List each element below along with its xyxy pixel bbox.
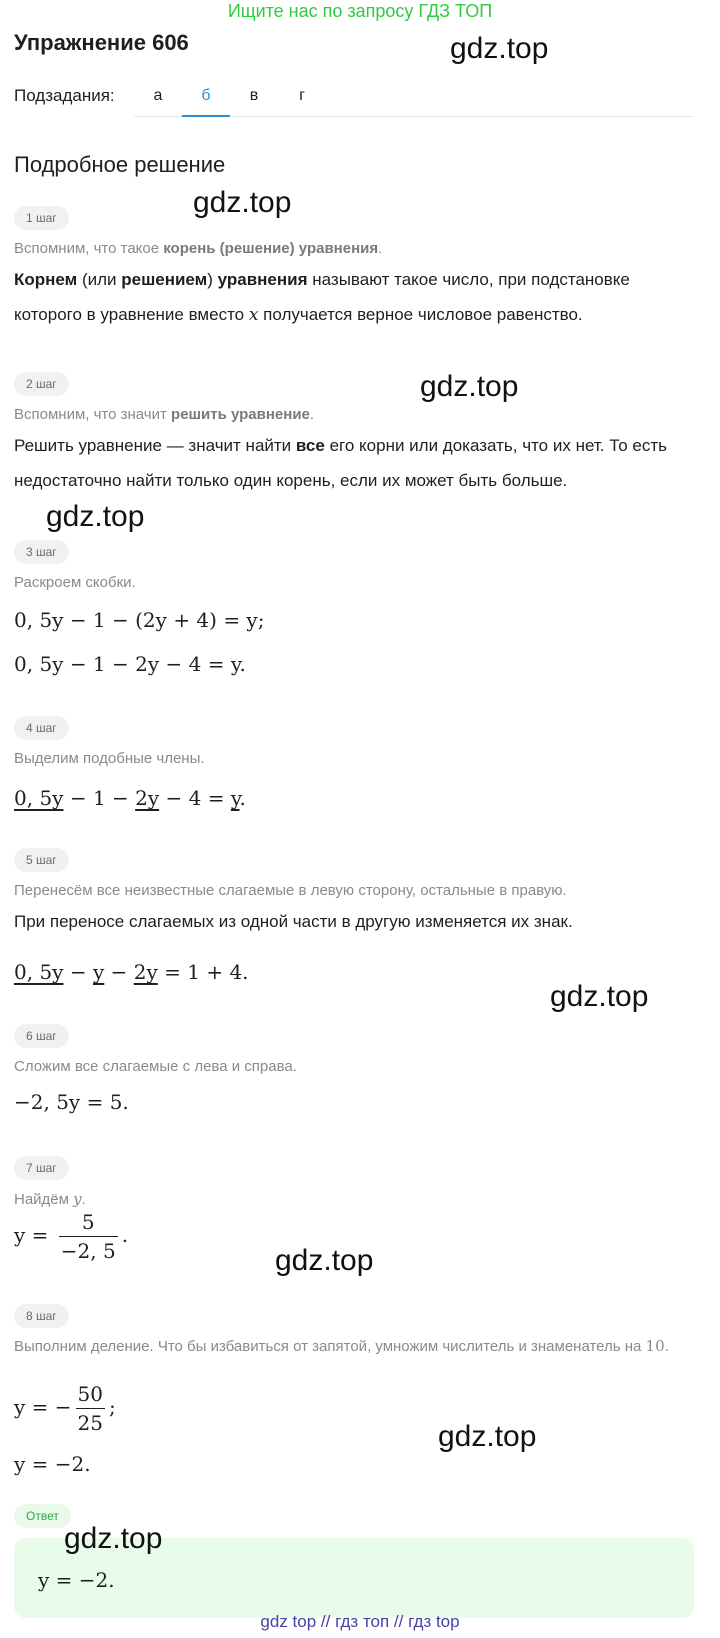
step-hint bbox=[14, 240, 382, 257]
like-term: y bbox=[230, 786, 240, 810]
step-hint: Раскроем скобки. bbox=[14, 574, 136, 591]
text: Решить уравнение — значит найти bbox=[14, 436, 296, 455]
text: называют такое число, при подстановке которого в уравнение вместо bbox=[14, 270, 630, 324]
hint-text: Вспомним, что такое bbox=[14, 240, 164, 257]
like-term: 0, 5y bbox=[14, 786, 64, 810]
top-banner[interactable]: Ищите нас по запросу ГДЗ ТОП bbox=[227, 1, 493, 21]
equation bbox=[14, 1382, 116, 1435]
eq-part: − 4 = bbox=[159, 786, 231, 810]
subtasks-label: Подзадания: bbox=[14, 86, 115, 105]
equation: 0, 5y − 1 − 2y − 4 = y. bbox=[14, 652, 246, 676]
hint-text: . bbox=[664, 1338, 669, 1355]
bold-term: все bbox=[295, 436, 325, 455]
footer-links[interactable]: gdz top // гдз топ // гдз top bbox=[260, 1612, 460, 1631]
like-term: 2y bbox=[135, 786, 160, 810]
watermark: gdz.top bbox=[193, 186, 292, 219]
step-hint: Перенесём все неизвестные слагаемые в левую сторону, остальные в правую. bbox=[14, 882, 567, 899]
equation: −2, 5y = 5. bbox=[14, 1090, 129, 1114]
text: его корни или доказать, что их нет. То есть недостаточно найти только один корень, если их может быть больше. bbox=[14, 436, 668, 490]
eq-part: y = − bbox=[14, 1395, 72, 1419]
step-hint bbox=[14, 1336, 694, 1357]
subtask-tab-g[interactable]: г bbox=[299, 87, 305, 104]
subtask-tabs bbox=[134, 76, 694, 117]
step-badge: 2 шаг bbox=[14, 372, 69, 396]
hint-text: . bbox=[81, 1191, 86, 1208]
watermark: gdz.top bbox=[438, 1420, 537, 1453]
page-title: Упражнение 606 bbox=[14, 30, 189, 55]
eq-part: − bbox=[104, 960, 134, 984]
like-term: 0, 5y bbox=[14, 960, 64, 984]
hint-text: Вспомним, что значит bbox=[14, 406, 172, 423]
step-badge: 6 шаг bbox=[14, 1024, 69, 1048]
eq-part: − 1 − bbox=[63, 786, 136, 810]
step-text bbox=[14, 428, 694, 498]
subtask-tab-v[interactable]: в bbox=[249, 87, 259, 104]
like-term: 2y bbox=[133, 960, 158, 984]
hint-number: 10 bbox=[645, 1337, 665, 1355]
step-badge: 4 шаг bbox=[14, 716, 69, 740]
step-hint bbox=[14, 406, 314, 423]
text: получается верное числовое равенство. bbox=[258, 305, 583, 324]
answer-equation: y = −2. bbox=[38, 1568, 115, 1592]
step-badge: 8 шаг bbox=[14, 1304, 69, 1328]
watermark: gdz.top bbox=[46, 500, 145, 533]
like-term: y bbox=[92, 960, 105, 984]
section-title: Подробное решение bbox=[14, 152, 226, 177]
hint-text: Выполним деление. Что бы избавиться от запятой, умножим числитель и знаменатель на bbox=[14, 1338, 646, 1355]
bold-term: уравнения bbox=[217, 270, 308, 289]
equation: y = −2. bbox=[14, 1452, 91, 1476]
equation bbox=[14, 960, 249, 984]
hint-bold: решить уравнение bbox=[171, 406, 310, 423]
subtask-tab-a[interactable]: а bbox=[153, 87, 163, 104]
subtask-tab-b[interactable]: б bbox=[182, 76, 230, 117]
eq-part: − bbox=[63, 960, 93, 984]
watermark: gdz.top bbox=[64, 1522, 163, 1555]
denominator: 25 bbox=[77, 1411, 103, 1435]
eq-part: . bbox=[239, 786, 246, 810]
fraction bbox=[59, 1210, 118, 1263]
hint-text: Найдём bbox=[14, 1191, 74, 1208]
hint-text: . bbox=[309, 406, 315, 423]
step-hint: Выделим подобные члены. bbox=[14, 750, 205, 767]
bold-term: Корнем bbox=[14, 270, 78, 289]
hint-text: . bbox=[378, 240, 383, 257]
bold-term: решением bbox=[121, 270, 208, 289]
step-text bbox=[14, 262, 694, 333]
step-badge: 3 шаг bbox=[14, 540, 69, 564]
step-text: При переносе слагаемых из одной части в другую изменяется их знак. bbox=[14, 912, 573, 931]
equation bbox=[14, 1210, 128, 1263]
step-badge: 7 шаг bbox=[14, 1156, 69, 1180]
math-var: y bbox=[73, 1190, 82, 1208]
fraction bbox=[76, 1382, 105, 1435]
eq-part: ; bbox=[108, 1395, 116, 1419]
equation bbox=[14, 786, 246, 810]
step-badge: 1 шаг bbox=[14, 206, 69, 230]
text: (или bbox=[77, 270, 122, 289]
step-hint: Сложим все слагаемые с лева и справа. bbox=[14, 1058, 297, 1075]
step-badge: 5 шаг bbox=[14, 848, 69, 872]
eq-part: y = bbox=[14, 1223, 55, 1247]
eq-part: = 1 + 4. bbox=[157, 960, 249, 984]
watermark: gdz.top bbox=[420, 370, 519, 403]
step-hint bbox=[14, 1190, 86, 1208]
watermark: gdz.top bbox=[550, 980, 649, 1013]
numerator: 50 bbox=[76, 1382, 105, 1409]
hint-bold: корень (решение) уравнения bbox=[163, 240, 379, 257]
watermark: gdz.top bbox=[275, 1244, 374, 1277]
watermark: gdz.top bbox=[450, 32, 549, 65]
equation: 0, 5y − 1 − (2y + 4) = y; bbox=[14, 608, 265, 632]
numerator: 5 bbox=[59, 1210, 118, 1237]
text: ) bbox=[207, 270, 218, 289]
answer-badge: Ответ bbox=[14, 1504, 71, 1528]
denominator: −2, 5 bbox=[60, 1239, 116, 1263]
eq-part: . bbox=[121, 1223, 129, 1247]
math-var: x bbox=[248, 305, 259, 325]
